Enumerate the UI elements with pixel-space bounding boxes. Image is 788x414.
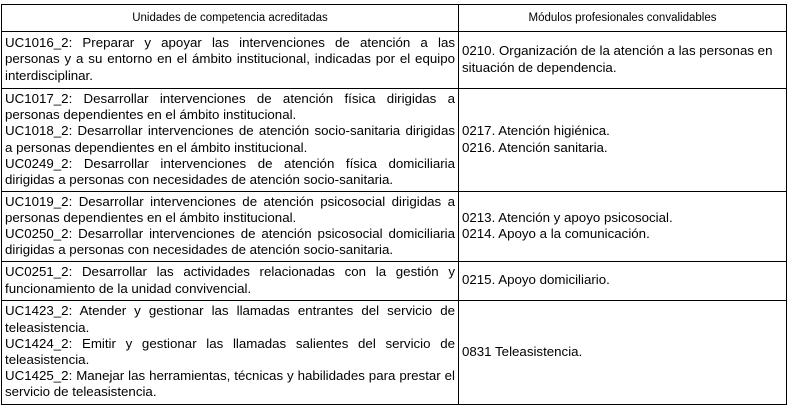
unit-text: UC1425_2: Manejar las herramientas, técnicas y habilidades para prestar el servicio de teleasistencia. — [5, 368, 455, 400]
units-cell — [2, 262, 459, 301]
header-row — [2, 5, 787, 32]
unit-text: UC1018_2: Desarrollar intervenciones de atención socio-sanitaria dirigidas a personas dependientes en el ámbito institucional. — [5, 123, 455, 155]
units-cell — [2, 32, 459, 89]
table-row — [2, 301, 787, 405]
module-text: 0216. Atención sanitaria. — [462, 139, 608, 155]
unit-text: UC1019_2: Desarrollar intervenciones de atención psicosocial dirigidas a personas dependientes en el ámbito institucional. — [5, 193, 455, 225]
modules-cell — [459, 89, 787, 192]
table-header — [2, 5, 787, 32]
unit-text: UC0250_2: Desarrollar intervenciones de atención psicosocial domiciliaria dirigidas a personas con necesidades de atención socio-sanitaria. — [5, 226, 455, 258]
module-text: 0217. Atención higiénica. — [462, 123, 610, 139]
module-text: 0215. Apoyo domiciliario. — [462, 272, 610, 288]
units-cell — [2, 192, 459, 262]
table-row — [2, 89, 787, 192]
table-row — [2, 32, 787, 89]
header-modules: Módulos profesionales convalidables — [459, 5, 787, 32]
header-units: Unidades de competencia acreditadas — [2, 5, 459, 32]
modules-cell — [459, 192, 787, 262]
table-row — [2, 192, 787, 262]
unit-text: UC0251_2: Desarrollar las actividades relacionadas con la gestión y funcionamiento de la unidad convivencial. — [5, 264, 455, 296]
module-text: 0213. Atención y apoyo psicosocial. — [462, 209, 673, 225]
units-cell — [2, 89, 459, 192]
unit-text: UC1424_2: Emitir y gestionar las llamadas salientes del servicio de teleasistencia. — [5, 335, 455, 367]
unit-text: UC1423_2: Atender y gestionar las llamadas entrantes del servicio de teleasistencia. — [5, 303, 455, 335]
module-text: 0214. Apoyo a la comunicación. — [462, 226, 650, 241]
module-text: 0831 Teleasistencia. — [462, 343, 583, 359]
convalidation-table — [1, 4, 787, 405]
module-text: 0210. Organización de la atención a las personas en situación de dependencia. — [462, 43, 773, 75]
modules-cell — [459, 301, 787, 405]
units-cell — [2, 301, 459, 405]
unit-text: UC1017_2: Desarrollar intervenciones de atención física dirigidas a personas dependientes en el ámbito institucional. — [5, 90, 455, 123]
modules-cell — [459, 262, 787, 301]
unit-text: UC1016_2: Preparar y apoyar las intervenciones de atención a las personas y a su entorno en el ámbito institucional, indicadas por el equipo interdisciplinar. — [5, 35, 455, 83]
table-row — [2, 262, 787, 301]
unit-text: UC0249_2: Desarrollar intervenciones de atención física domiciliaria dirigidas a personas con necesidades de atención socio-sanitaria. — [5, 155, 455, 187]
modules-cell — [459, 32, 787, 89]
